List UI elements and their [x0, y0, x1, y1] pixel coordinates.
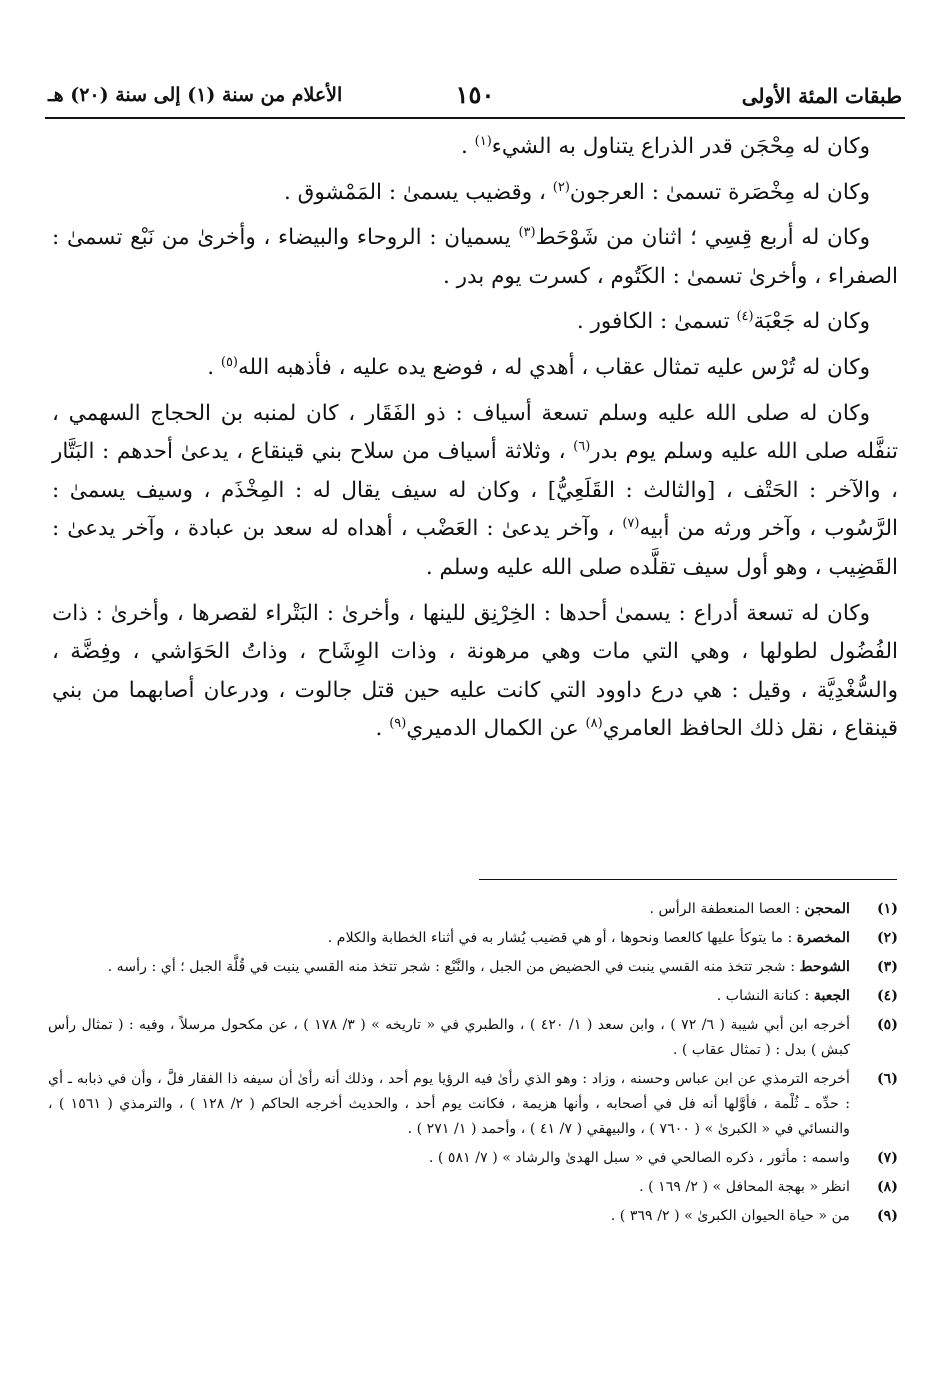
footnote-text: أخرجه الترمذي عن ابن عباس وحسنه ، وزاد : وهو الذي رأىٰ فيه الرؤيا يوم أحد ، وذلك أنه رأىٰ أن سيفه ذا الفقار فلَّ ، وأن في ذبابه ـ أي : حدِّه ـ ثُلْمة ، فأوَّلها أنه فل في أصحابه ، وأنها هزيمة ، فكانت يوم أحد ، والحديث أخرجه الحاكم ( ٢/ ١٢٨ ) ، والترمذي ( ١٥٦١ ) ، والنسائي في « الكبرىٰ » ( ٧٦٠٠ ) ، والبيهقي ( ٧/ ٤١ ) ، وأحمد ( ١/ ٢٧١ ) . — [48, 1071, 851, 1137]
footnote-number: (١) — [876, 901, 898, 917]
header-section-title: الأعلام من سنة (١) إلى سنة (٢٠) هـ — [48, 84, 343, 106]
footnote — [48, 1067, 898, 1142]
footnote — [48, 926, 898, 951]
footnote-text: انظر « بهجة المحافل » ( ٢/ ١٦٩ ) . — [639, 1179, 850, 1195]
footnote-number: (٦) — [876, 1071, 898, 1087]
footnote-term: المحجن — [804, 901, 850, 917]
paragraph-text: ، وقضيب يسمىٰ : المَمْشوق . — [283, 179, 553, 205]
page-number: ١٥٠ — [455, 80, 495, 109]
footnote-body: : شجر تتخذ منه القسي ينبت في الحضيض من الجبل ، والنَّبْع : شجر تتخذ منه القسي ينبت في قُلَّة الجبل ؛ أي : رأسه . — [107, 959, 800, 975]
footnote-number: (٩) — [876, 1208, 898, 1224]
footnote-number: (٥) — [876, 1017, 898, 1033]
paragraph-text: وكان له أربع قِسِي ؛ اثنان من شَوْحَط — [535, 225, 871, 251]
footnote-text: أخرجه ابن أبي شيبة ( ٦/ ٧٢ ) ، وابن سعد ( ١/ ٤٢٠ ) ، والطبري في « تاريخه » ( ٣/ ١٧٨ ) ، عن مكحول مرسلاً ، وفيه : ( تمثال رأس كبش ) بدل : ( تمثال عقاب ) . — [48, 1017, 851, 1058]
paragraph-text: وكان له مِخْصَرة تسمىٰ : العرجون — [569, 179, 870, 205]
paragraph — [52, 219, 898, 296]
footnote — [48, 1146, 898, 1171]
footnote-text — [48, 897, 850, 922]
footnote-number: (٤) — [876, 988, 898, 1004]
paragraph — [52, 595, 898, 749]
paragraph-text: ، وآخر يدعىٰ : العَضْب ، أهداه له سعد بن عبادة ، وآخر يدعىٰ : القَضِيب ، وهو أول سيف تقلَّده صلى الله عليه وسلم . — [52, 516, 898, 580]
paragraph-text: وكان له مِحْجَن قدر الذراع يتناول به الشيء — [491, 134, 870, 159]
footnote-marker: (٣) — [518, 225, 536, 241]
footnote-term: المخصرة — [796, 930, 850, 946]
footnote-text: واسمه : مأثور ، ذكره الصالحي في « سبل الهدىٰ والرشاد » ( ٧/ ٥٨١ ) . — [428, 1150, 850, 1166]
footnote-text — [48, 926, 850, 951]
footnote — [48, 1013, 898, 1063]
paragraph-text: وكان له تُرْس عليه تمثال عقاب ، أهدي له ، فوضع يده عليه ، فأذهبه الله — [238, 354, 870, 380]
footnote — [48, 1204, 898, 1229]
footnote-marker: (٦) — [573, 439, 591, 454]
footnote-marker: (٧) — [622, 516, 640, 532]
footnote-divider — [479, 879, 897, 880]
footnote — [48, 984, 898, 1009]
footnote-number: (٢) — [876, 930, 898, 946]
footnote-text — [48, 984, 850, 1009]
paragraph-text: . — [460, 134, 475, 159]
header-book-title: طبقات المئة الأولى — [741, 84, 902, 108]
footnote-marker: (٥) — [220, 354, 238, 370]
footnote-term: الجعبة — [813, 988, 850, 1004]
main-text — [52, 128, 898, 756]
footnote-text: من « حياة الحيوان الكبرىٰ » ( ٢/ ٣٦٩ ) . — [610, 1208, 850, 1224]
footnote-body: : كنانة النشاب . — [716, 988, 814, 1004]
footnote-term: الشوحط — [799, 959, 850, 975]
footnote-number: (٧) — [876, 1150, 898, 1166]
footnote-marker: (١) — [474, 133, 492, 149]
paragraph-text: . — [207, 354, 221, 380]
paragraph — [52, 174, 898, 213]
paragraph-text: ، وثلاثة أسياف من سلاح بني قينقاع ، يدعىٰ أحدهم : البَتَّار ، والآخر : الحَتْف ، [والثالث : القَلَعِيُّ] ، وكان له سيف يقال له : المِخْذَم ، وسيف يسمىٰ : الرَّسُوب ، وآخر ورثه من أبيه — [52, 439, 898, 542]
paragraph — [52, 128, 898, 167]
footnote-marker: (٩) — [389, 716, 407, 732]
paragraph-text: وكان له تسعة أدراع : يسمىٰ أحدها : الخِرْنِق للينها ، وأخرىٰ : البَتْراء لقصرها ، وأخرىٰ : ذات الفُضُول لطولها ، وهي التي مات وهي مرهونة ، وذات الوِشَاح ، وذاتُ الحَوَاشي ، وفِضَّة ، والسُّغْدِيَّة ، وقيل : هي درع داوود التي كانت عليه حين قتل جالوت ، ودرعان أصابهما من بني قينقاع ، نقل ذلك الحافظ العامري — [52, 600, 898, 742]
paragraph — [52, 395, 898, 588]
footnote — [48, 897, 898, 922]
footnote — [48, 1175, 898, 1200]
footnote-body: : ما يتوكأ عليها كالعصا ونحوها ، أو هي قضيب يُشار به في أثناء الخطابة والكلام . — [327, 930, 797, 946]
footnote-body: : العصا المنعطفة الرأس . — [649, 901, 805, 917]
paragraph-text: وكان له جَعْبَة — [753, 309, 870, 335]
footnotes — [48, 897, 898, 1233]
paragraph-text: . — [375, 716, 390, 742]
footnote-text — [48, 955, 850, 980]
footnote-marker: (٤) — [736, 309, 754, 325]
footnote — [48, 955, 898, 980]
header-divider — [45, 117, 905, 119]
footnote-marker: (٢) — [552, 179, 570, 195]
footnote-number: (٣) — [876, 959, 898, 975]
paragraph-text: يسميان : الروحاء والبيضاء ، وأخرىٰ من نَبْع تسمىٰ : الصفراء ، وأخرىٰ تسمىٰ : الكَتُوم ، كسرت يوم بدر . — [52, 225, 898, 289]
paragraph — [52, 303, 898, 342]
running-header — [48, 80, 902, 114]
footnote-marker: (٨) — [585, 716, 603, 732]
paragraph-text: وكان له صلى الله عليه وسلم تسعة أسياف : ذو الفَقَار ، كان لمنبه بن الحجاج السهمي ، تنفَّله صلى الله عليه وسلم يوم بدر — [52, 400, 898, 465]
footnote-number: (٨) — [876, 1179, 898, 1195]
paragraph-text: عن الكمال الدميري — [406, 716, 586, 742]
paragraph — [52, 349, 898, 388]
paragraph-text: تسمىٰ : الكافور . — [576, 309, 737, 335]
